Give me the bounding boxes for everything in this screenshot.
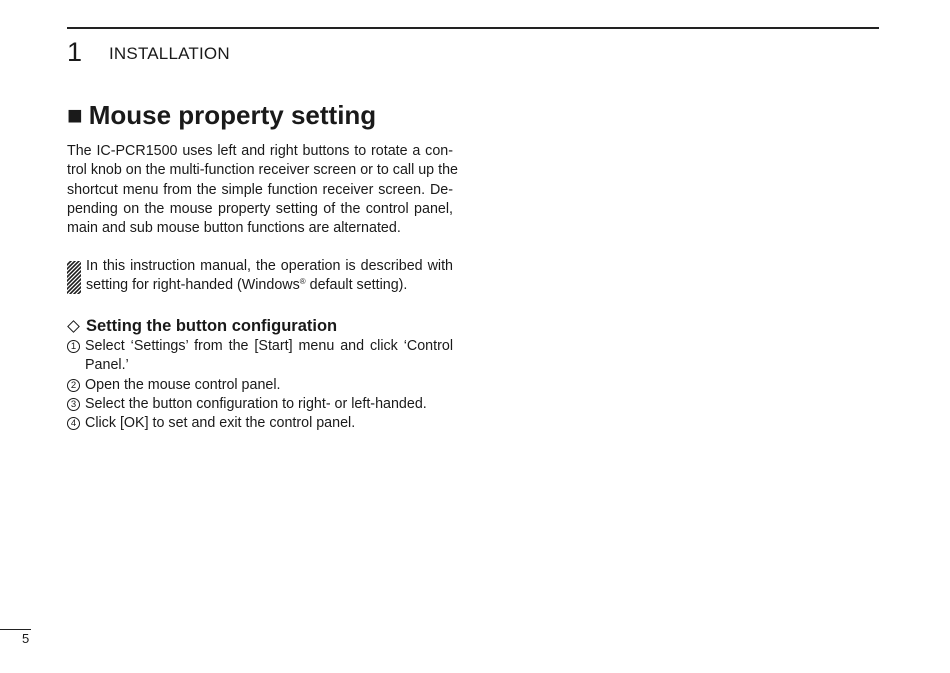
subsection-title: Setting the button configuration	[86, 317, 338, 335]
intro-line: The IC-PCR1500 uses left and right buttons to rotate a con-	[67, 143, 453, 159]
list-item	[67, 414, 453, 433]
note-block	[67, 257, 453, 296]
square-bullet-icon: ■	[67, 100, 83, 130]
page-number: 5	[22, 631, 30, 646]
intro-paragraph	[67, 142, 458, 238]
step-line: Open the mouse control panel.	[85, 376, 281, 393]
header-rule	[67, 27, 879, 29]
step-line: Click [OK] to set and exit the control panel.	[85, 415, 356, 432]
section-title: Mouse property setting	[88, 100, 377, 130]
step-number-circle: 3	[67, 398, 80, 411]
step-number-circle: 4	[67, 417, 80, 430]
note-line: In this instruction manual, the operation is described with	[86, 258, 453, 274]
section-heading	[67, 98, 376, 132]
intro-line: shortcut menu from the simple function receiver screen. De-	[67, 181, 453, 198]
step-line: Select ‘Settings’ from the [Start] menu and click ‘Control	[85, 338, 453, 354]
subsection-heading	[67, 316, 337, 336]
note-hatch-icon	[67, 261, 81, 294]
registered-mark: ®	[299, 277, 306, 287]
steps-list	[67, 337, 453, 433]
intro-line: pending on the mouse property setting of the control panel,	[67, 200, 453, 217]
note-line	[86, 276, 453, 295]
intro-line: trol knob on the multi-function receiver screen or to call up the	[67, 162, 458, 179]
chapter-number: 1	[67, 37, 83, 67]
list-item	[67, 376, 453, 395]
list-item	[67, 395, 453, 414]
step-number-circle: 1	[67, 340, 80, 353]
step-line: Panel.’	[85, 357, 129, 374]
note-text-fragment: setting for right-handed (Windows	[86, 277, 300, 294]
step-line: Select the button configuration to right- or left-handed.	[85, 395, 427, 412]
footer-rule	[0, 629, 31, 630]
step-number-circle: 2	[67, 379, 80, 392]
diamond-bullet-icon	[67, 320, 80, 333]
list-item	[67, 337, 453, 376]
chapter-title: INSTALLATION	[109, 44, 230, 63]
note-text-fragment: default setting).	[305, 277, 408, 294]
intro-line: main and sub mouse button functions are alternated.	[67, 220, 401, 237]
